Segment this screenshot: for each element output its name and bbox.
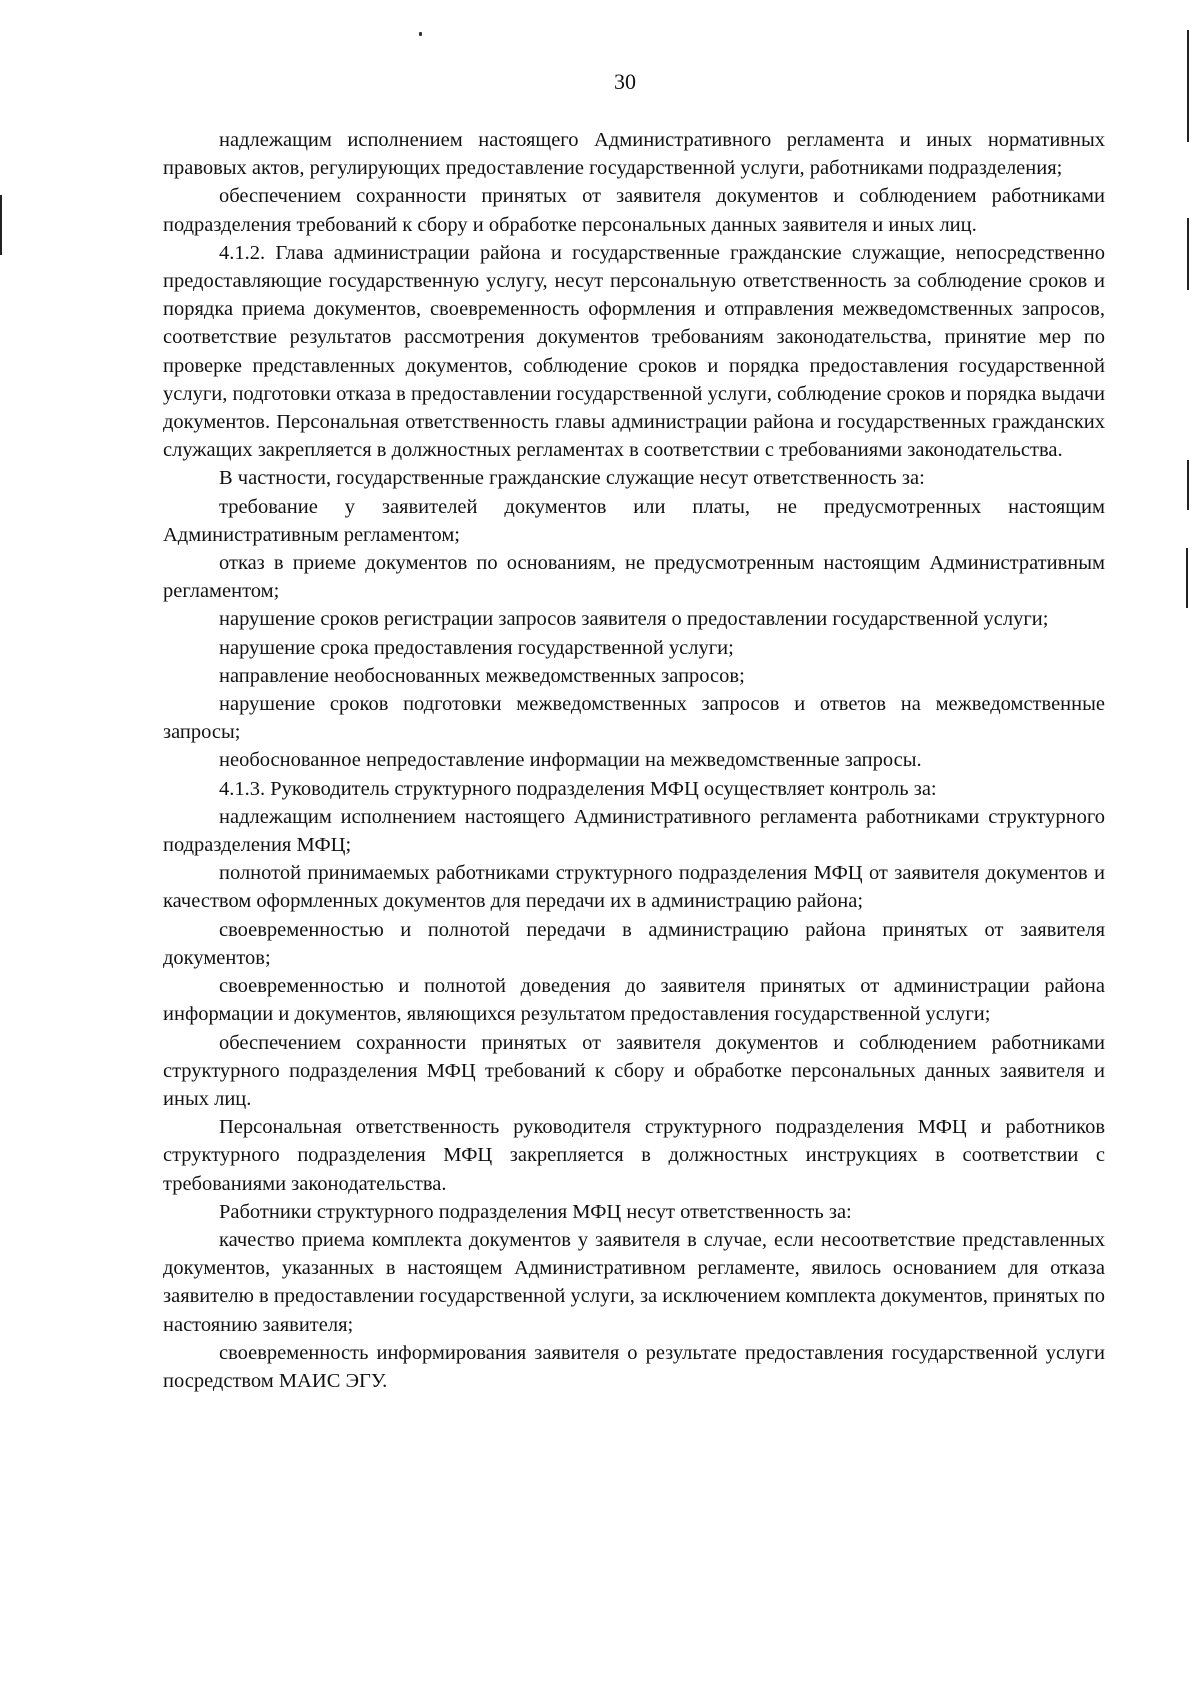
paragraph: своевременностью и полнотой передачи в администрацию района принятых от заявителя документов; — [163, 918, 1105, 969]
paragraph: Персональная ответственность руководителя структурного подразделения МФЦ и работников структурного подразделения МФЦ закрепляется в должностных инструкциях в соответствии с требованиями законодательства. — [163, 1116, 1105, 1195]
paragraph: надлежащим исполнением настоящего Административного регламента и иных нормативных правовых актов, регулирующих предоставление государственной услуги, работниками подразделения; — [163, 129, 1105, 180]
scan-edge-mark — [0, 195, 2, 255]
paragraph: нарушение сроков регистрации запросов заявителя о предоставлении государственной услуги; — [219, 608, 1049, 631]
paragraph: обеспечением сохранности принятых от заявителя документов и соблюдением работниками структурного подразделения МФЦ требований к сбору и обработке персональных данных заявителя и иных лиц. — [163, 1031, 1105, 1110]
paragraph: 4.1.3. Руководитель структурного подразделения МФЦ осуществляет контроль за: — [219, 777, 937, 800]
scan-edge-mark — [1187, 218, 1189, 290]
paragraph: В частности, государственные гражданские служащие несут ответственность за: — [219, 467, 925, 490]
scan-dot-mark — [419, 32, 422, 36]
page-number: 30 — [614, 69, 636, 94]
paragraph: своевременность информирования заявителя о результате предоставления государственной услуги посредством МАИС ЭГУ. — [163, 1341, 1105, 1392]
paragraph: Работники структурного подразделения МФЦ несут ответственность за: — [219, 1200, 852, 1223]
paragraph: обеспечением сохранности принятых от заявителя документов и соблюдением работниками подразделения требований к сбору и обработке персональных данных заявителя и иных лиц. — [163, 185, 1105, 236]
paragraph: 4.1.2. Глава администрации района и государственные гражданские служащие, непосредственно предоставляющие государственную услугу, несут персональную ответственность за соблюдение сроков и порядка приема документов, своевременность оформления и отправления межведомственных запросов, соответствие результатов рассмотрения документов требованиям законодательства, принятие мер по проверке представленных документов, соблюдение сроков и порядка предоставления государственной услуги, подготовки отказа в предоставлении государственной услуги, соблюдение сроков и порядка выдачи документов. Персональная ответственность главы администрации района и государственных гражданских служащих закрепляется в должностных регламентах в соответствии с требованиями законодательства. — [163, 241, 1105, 462]
paragraph: необоснованное непредоставление информации на межведомственные запросы. — [219, 749, 922, 772]
paragraph: своевременностью и полнотой доведения до заявителя принятых от администрации района информации и документов, являющихся результатом предоставления государственной услуги; — [163, 975, 1105, 1026]
document-body — [163, 126, 1105, 1395]
scan-edge-mark — [1187, 30, 1189, 142]
paragraph: нарушение сроков подготовки межведомственных запросов и ответов на межведомственные запросы; — [163, 693, 1105, 744]
paragraph: направление необоснованных межведомственных запросов; — [219, 664, 745, 687]
paragraph: полнотой принимаемых работниками структурного подразделения МФЦ от заявителя документов и качеством оформленных документов для передачи их в администрацию района; — [163, 862, 1105, 913]
paragraph: отказ в приеме документов по основаниям, не предусмотренным настоящим Административным регламентом; — [163, 552, 1105, 603]
paragraph: требование у заявителей документов или платы, не предусмотренных настоящим Административным регламентом; — [163, 495, 1105, 546]
paragraph: качество приема комплекта документов у заявителя в случае, если несоответствие представленных документов, указанных в настоящем Административном регламенте, явилось основанием для отказа заявителю в предоставлении государственной услуги, за исключением комплекта документов, принятых по настоянию заявителя; — [163, 1228, 1105, 1336]
scan-edge-mark — [1186, 548, 1188, 608]
paragraph: нарушение срока предоставления государственной услуги; — [219, 636, 734, 659]
paragraph: надлежащим исполнением настоящего Административного регламента работниками структурного подразделения МФЦ; — [163, 805, 1105, 857]
scan-edge-mark — [1187, 460, 1189, 510]
